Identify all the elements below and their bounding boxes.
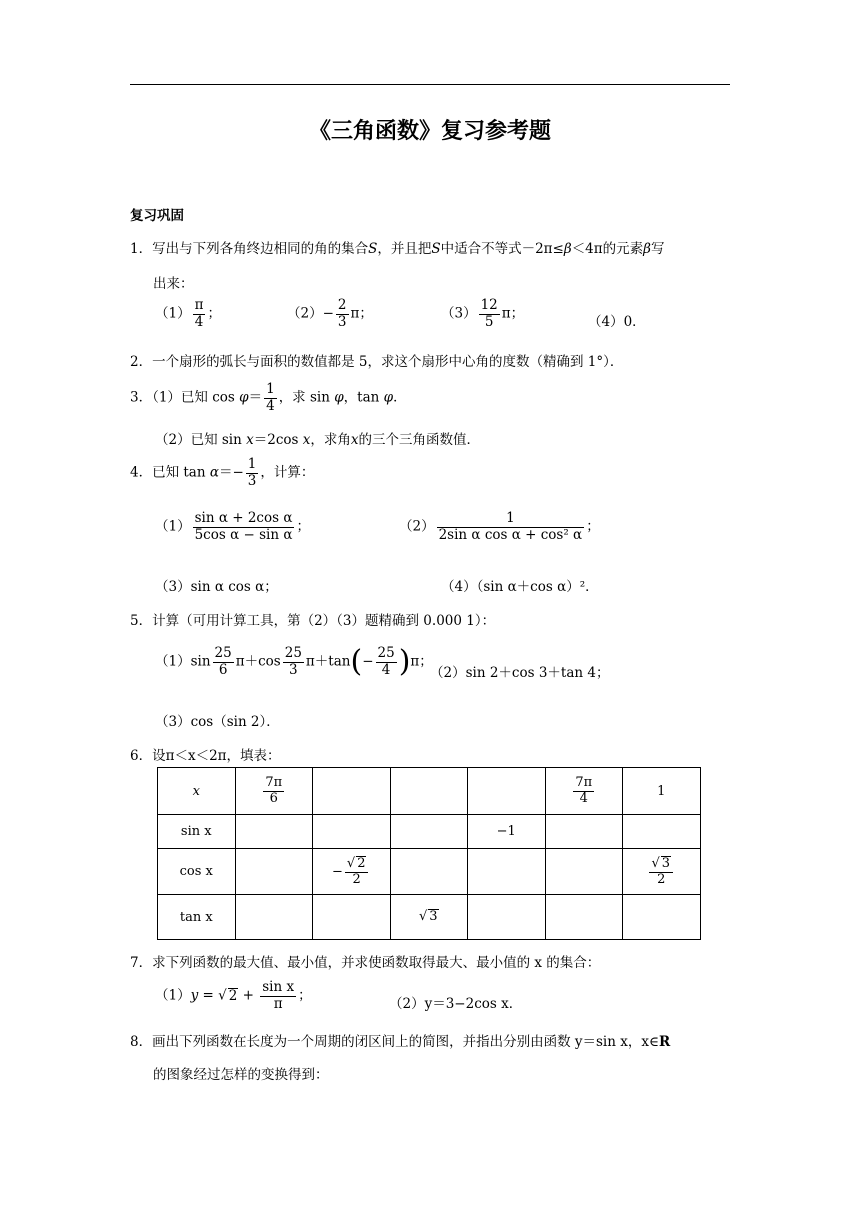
question-8-line-1: 8．画出下列函数在长度为一个周期的闭区间上的简图，并指出分别由函数 y＝sin x，x∈R	[130, 1034, 671, 1050]
question-8-line-2: 的图象经过怎样的变换得到：	[153, 1067, 329, 1083]
question-3-part-2: （2）已知 sin x＝2cos x，求角x的三个三角函数值．	[155, 432, 480, 448]
section-heading: 复习巩固	[130, 208, 184, 224]
q1-part-2: （2）− $\frac{2}{3}$ π；	[287, 297, 373, 330]
question-4: 4．已知 tan α＝− $\frac{1}{3}$ ，计算：	[130, 456, 315, 489]
question-2: 2．一个扇形的弧长与面积的数值都是 5，求这个扇形中心角的度数（精确到 1°）．	[130, 354, 624, 370]
question-7: 7．求下列函数的最大值、最小值，并求使函数取得最大、最小值的 x 的集合：	[130, 955, 601, 971]
q1-part-3: （3） $\frac{12}{5}$ π；	[441, 297, 525, 330]
q4-part-2: （2） $\frac{1}{\text{2sin α cos α + cos² α}}$ ；	[399, 510, 600, 543]
question-3-part-1: 3．（1）已知 cos φ＝ $\frac{1}{4}$ ，求 sin φ，tan φ．	[130, 381, 407, 414]
question-1-line-2: 出来：	[153, 276, 194, 292]
q5-part-1: （1）sin $\frac{25}{6}$ π＋cos $\frac{25}{3}$ π＋tan(− $\frac{25}{4}$ )π；	[155, 644, 433, 680]
question-1-line-1: 1．写出与下列各角终边相同的角的集合S，并且把S中适合不等式－2π≤β＜4π的元素β写	[130, 241, 665, 257]
page-title: 《三角函数》复习参考题	[308, 119, 551, 144]
values-table	[157, 767, 701, 940]
q1-part-4: （4）0．	[588, 314, 646, 330]
q4-part-1: （1） $\frac{\text{sin α + 2cos α}}{\text{5cos α − sin α}}$ ；	[155, 510, 310, 543]
table-row: sin x −1	[158, 815, 701, 849]
q1-part-1: （1） $\frac{\pi}{4}$ ；	[155, 297, 221, 330]
header-rule	[130, 84, 730, 85]
q4-part-4: （4）（sin α＋cos α）²．	[441, 579, 599, 595]
q7-part-2: （2）y＝3−2cos x．	[389, 996, 523, 1012]
q5-part-2: （2）sin 2＋cos 3＋tan 4；	[430, 665, 610, 681]
table-row: x $\frac{7\pi}{6}$ $\frac{7\pi}{4}$ 1	[158, 768, 701, 815]
q4-part-3: （3）sin α cos α；	[155, 579, 278, 595]
q5-part-3: （3）cos（sin 2）．	[155, 714, 280, 730]
table-row: cos x − $\frac{√ 2}{2}$ $\frac{√ 3}{2}$	[158, 849, 701, 895]
table-row: tan x √ 3	[158, 895, 701, 940]
question-5: 5．计算（可用计算工具，第（2）（3）题精确到 0.000 1）：	[130, 613, 496, 629]
question-6: 6．设π＜x＜2π，填表：	[130, 748, 281, 764]
q7-part-1: （1）y = √ 2 + $\frac{\text{sin x}}{\pi}$ ；	[155, 979, 312, 1012]
